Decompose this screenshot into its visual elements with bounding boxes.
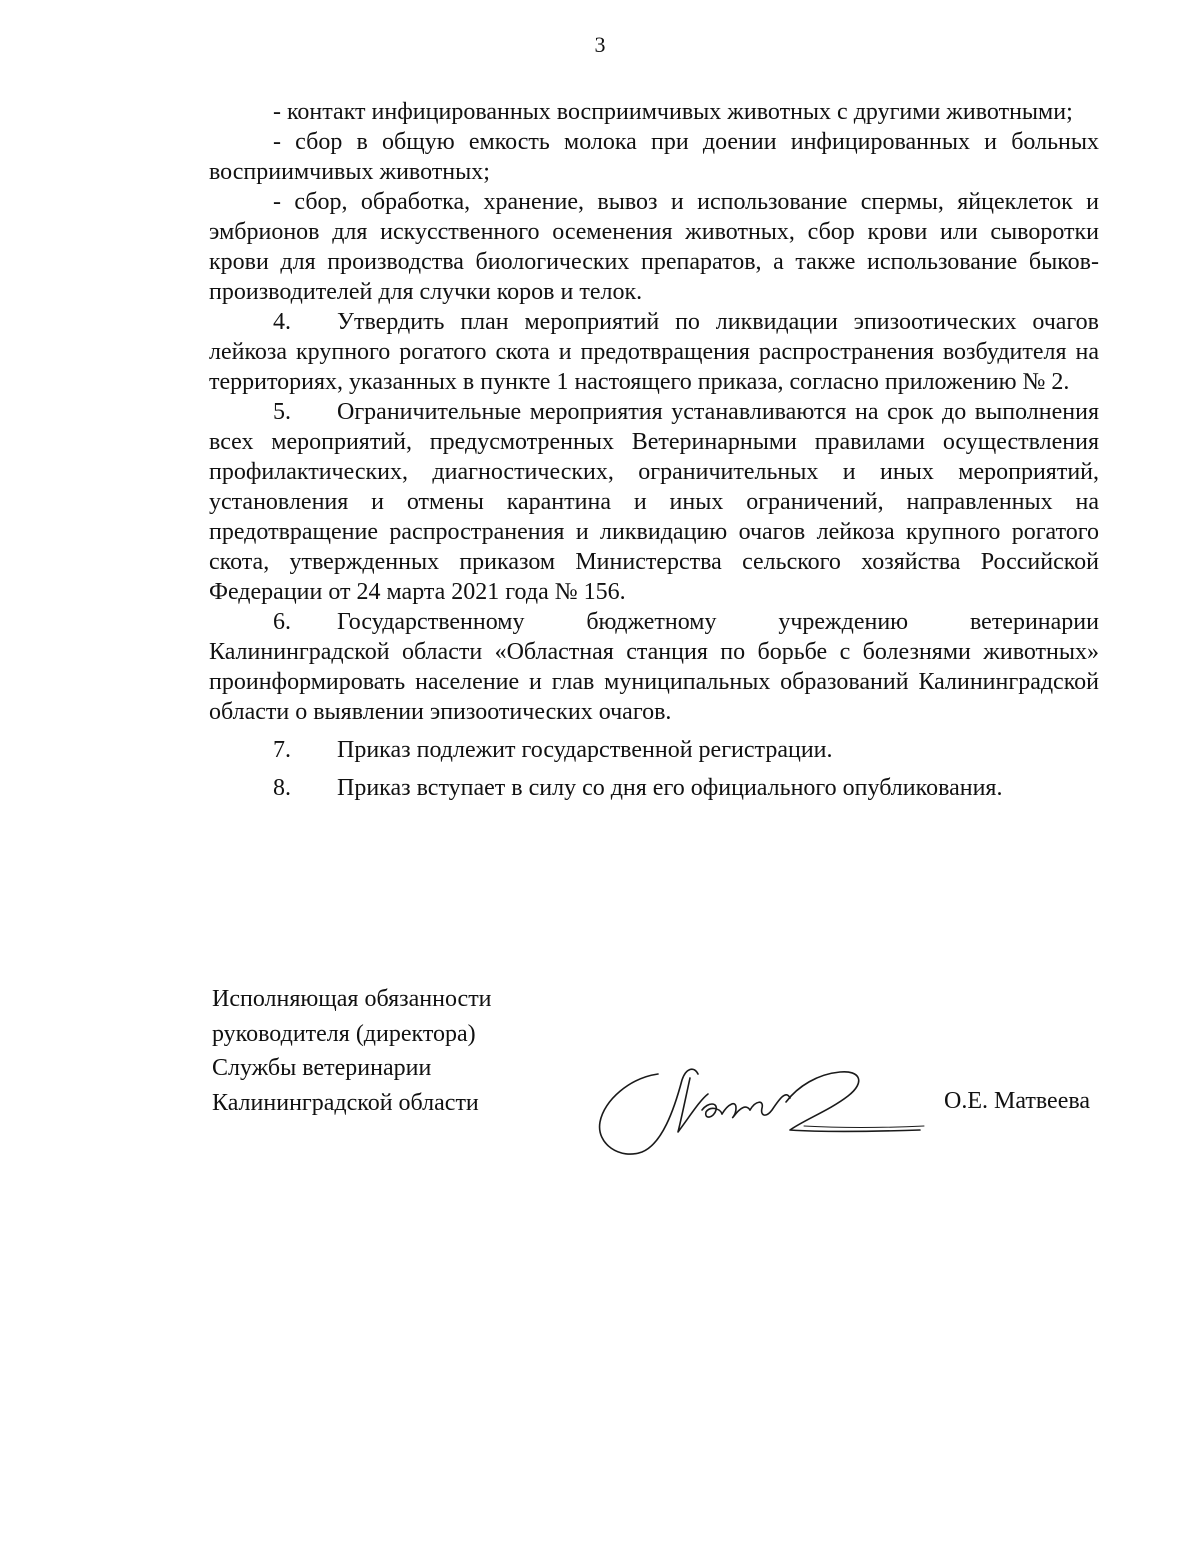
list-item-sperm (209, 187, 1099, 307)
paragraph-text: Государственному бюджетному учреждению ветеринарии Калининградской области «Областная станция по борьбе с болезнями животных» проинформировать население и глав муниципальных образований Калининградской области о выявлении эпизоотических очагов. (209, 609, 1099, 725)
paragraph-number: 8. (273, 775, 291, 801)
paragraph-text: - контакт инфицированных восприимчивых животных с другими животными; (273, 99, 1073, 125)
list-item-milk (209, 127, 1099, 187)
paragraph-text: - сбор, обработка, хранение, вывоз и использование спермы, яйцеклеток и эмбрионов для искусственного осеменения животных, сбор крови или сыворотки крови для производства биологических препаратов, а также использование быков-производителей для случки коров и телок. (209, 189, 1099, 305)
paragraph-number: 6. (273, 609, 291, 635)
signer-name: О.Е. Матвеева (944, 1088, 1091, 1114)
paragraph-text: - сбор в общую емкость молока при доении инфицированных и больных восприимчивых животных; (209, 129, 1099, 185)
signer-position-line: руководителя (директора) (212, 1020, 476, 1047)
document-body (209, 97, 1099, 803)
paragraph-4 (209, 307, 1099, 397)
paragraph-text: Утвердить план мероприятий по ликвидации эпизоотических очагов лейкоза крупного рогатого скота и предотвращения распространения возбудителя на территориях, указанных в пункте 1 настоящего приказа, согласно приложению № 2. (209, 309, 1099, 395)
paragraph-number: 7. (273, 737, 291, 763)
paragraph-number: 5. (273, 399, 291, 425)
paragraph-text: Ограничительные мероприятия устанавливаются на срок до выполнения всех мероприятий, предусмотренных Ветеринарными правилами осуществления профилактических, диагностических, ограничительных и иных мероприятий, установления и отмены карантина и иных ограничений, направленных на предотвращение распространения и ликвидацию очагов лейкоза крупного рогатого скота, утвержденных приказом Министерства сельского хозяйства Российской Федерации от 24 марта 2021 года № 156. (209, 399, 1099, 605)
paragraph-5 (209, 397, 1099, 607)
signer-position-line: Службы ветеринарии (212, 1055, 432, 1081)
paragraph-6 (209, 607, 1099, 727)
signer-position-line: Калининградской области (212, 1089, 479, 1116)
paragraph-8 (209, 773, 1099, 803)
paragraph-text: Приказ подлежит государственной регистрации. (337, 737, 833, 763)
page-number: 3 (594, 32, 606, 57)
handwritten-signature (590, 1060, 930, 1170)
signer-position-line: Исполняющая обязанности (212, 986, 492, 1012)
paragraph-number: 4. (273, 309, 291, 335)
list-item-contact (209, 97, 1099, 127)
paragraph-7 (209, 735, 1099, 765)
paragraph-text: Приказ вступает в силу со дня его официального опубликования. (337, 775, 1003, 801)
signer-position (212, 982, 492, 1120)
